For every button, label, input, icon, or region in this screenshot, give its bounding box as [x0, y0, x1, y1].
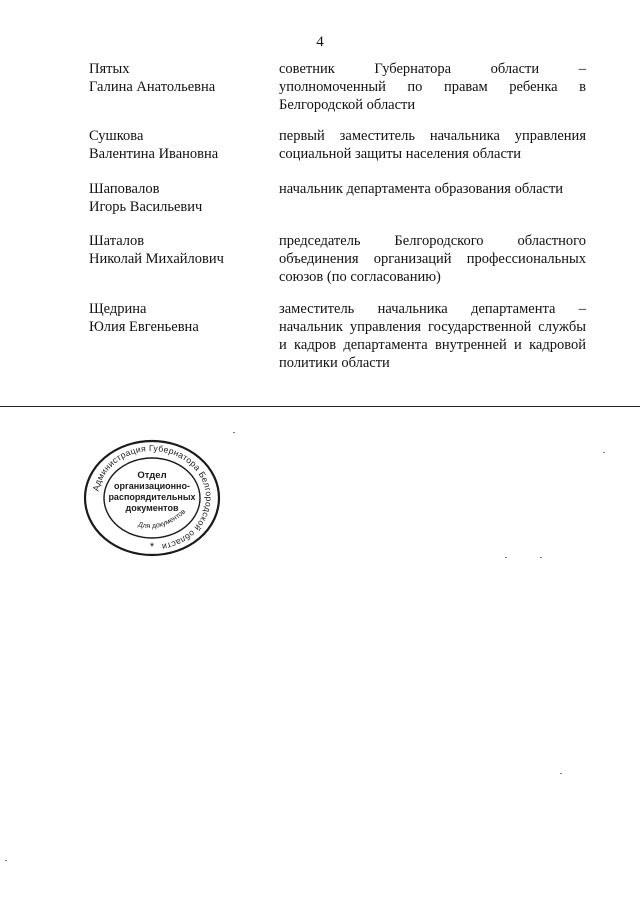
stamp-inner-line-1: Отдел	[137, 470, 167, 481]
scan-speck	[505, 557, 507, 558]
stamp-star: *	[149, 541, 155, 553]
position-description: председатель Белгородского областного объединения организаций профессиональных союзов (по согласованию)	[279, 233, 586, 285]
scan-speck	[560, 773, 562, 774]
scan-speck	[540, 557, 542, 558]
given-names: Юлия Евгеньевна	[89, 319, 199, 335]
scan-speck	[5, 860, 7, 861]
position-description: заместитель начальника департамента – начальник управления государственной службы и кадров департамента внутренней и кадровой политики области	[279, 301, 586, 371]
stamp-inner-line-4: документов	[125, 503, 179, 513]
stamp-inner-line-2: организационно-	[113, 481, 191, 491]
given-names: Галина Анатольевна	[89, 79, 216, 95]
horizontal-rule	[0, 406, 640, 407]
surname: Щедрина	[89, 301, 147, 317]
scan-speck	[233, 432, 235, 433]
stamp-outer-text: Администрация Губернатора Белгородской области	[90, 442, 215, 553]
surname: Пятых	[89, 61, 130, 77]
person-name	[89, 300, 269, 336]
position-description: советник Губернатора области – уполномоченный по правам ребенка в Белгородской области	[279, 61, 586, 113]
person-name	[89, 232, 269, 268]
official-stamp	[82, 438, 222, 558]
given-names: Валентина Ивановна	[89, 146, 219, 162]
position-description: начальник департамента образования области	[279, 181, 564, 197]
page-number: 4	[316, 34, 324, 50]
person-name	[89, 127, 269, 163]
surname: Шаталов	[89, 233, 145, 249]
position-description: первый заместитель начальника управления социальной защиты населения области	[279, 128, 586, 162]
surname: Шаповалов	[89, 181, 160, 197]
person-name	[89, 60, 269, 96]
given-names: Николай Михайлович	[89, 251, 224, 267]
stamp-inner-line-3: распорядительных	[108, 492, 196, 502]
stamp-bottom-text: Для документов	[137, 508, 188, 531]
surname: Сушкова	[89, 128, 144, 144]
person-name	[89, 180, 269, 216]
stamp-seal	[82, 438, 222, 558]
scan-speck	[603, 452, 605, 453]
given-names: Игорь Васильевич	[89, 199, 203, 215]
